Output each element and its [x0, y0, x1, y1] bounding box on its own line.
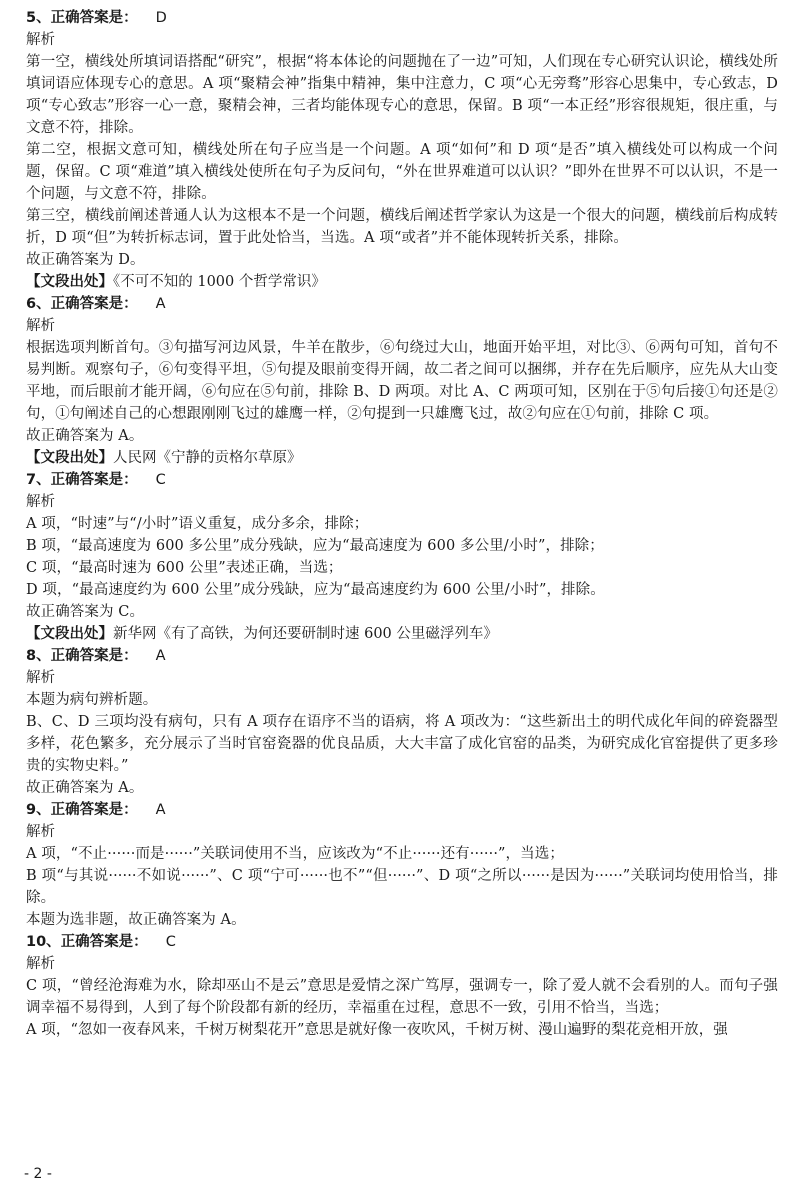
source-tag: 【文段出处】	[26, 626, 113, 642]
source-tag: 【文段出处】	[26, 274, 113, 290]
analysis-paragraph: A 项，“时速”与“/小时”语义重复，成分多余，排除；	[26, 516, 369, 532]
question-number: 7、	[26, 472, 51, 488]
analysis-paragraph: C 项，“曾经沧海难为水，除却巫山不是云”意思是爱情之深广笃厚，强调专一，除了爱人就不会看别的人。而句子强调幸福不易得到，人到了每个阶段都有新的经历，幸福重在过程，意思不一致，引用不恰当，当选；	[26, 978, 778, 1016]
answer-label: 正确答案是：	[50, 10, 138, 26]
document-body	[26, 7, 778, 1041]
source-text: 《不可不知的 1000 个哲学常识》	[113, 274, 326, 290]
answer-heading-q9	[26, 799, 778, 821]
source-line-q6	[26, 447, 778, 469]
analysis-paragraph: C 项，“最高时速为 600 公里”表述正确，当选；	[26, 560, 343, 576]
answer-value: A	[155, 296, 166, 312]
analysis-paragraph: B 项，“最高速度为 600 多公里”成分残缺，应为“最高速度为 600 多公里/小时”，排除；	[26, 538, 604, 554]
question-number: 8、	[26, 648, 51, 664]
source-line-q5	[26, 271, 778, 293]
answer-label: 正确答案是：	[50, 802, 138, 818]
source-text: 新华网《有了高铁，为何还要研制时速 600 公里磁浮列车》	[113, 626, 498, 642]
analysis-label: 解析	[26, 956, 55, 972]
page-number: - 2 -	[24, 1166, 52, 1182]
analysis-paragraph: 第一空，横线处所填词语搭配“研究”，根据“将本体论的问题抛在了一边”可知，人们现在专心研究认识论，横线处所填词语应体现专心的意思。A 项“聚精会神”指集中精神，集中注意力，C 项“心无旁骛”形容心思集中，专心致志，D 项“专心致志”形容一心一意，聚精会神，三者均能体现专心的意思，保留。B 项“一本正经”形容很规矩，很庄重，与文意不符，排除。	[26, 54, 778, 136]
answer-heading-q5	[26, 7, 778, 29]
conclusion-line: 故正确答案为 A。	[26, 428, 144, 444]
conclusion-line: 故正确答案为 D。	[26, 252, 145, 268]
answer-heading-q10	[26, 931, 778, 953]
conclusion-line: 故正确答案为 C。	[26, 604, 145, 620]
analysis-paragraph: A 项，“忽如一夜春风来，千树万树梨花开”意思是就好像一夜吹风，千树万树、漫山遍野的梨花竞相开放，强	[26, 1022, 728, 1038]
answer-label: 正确答案是：	[50, 472, 138, 488]
question-number: 10、	[26, 934, 61, 950]
analysis-paragraph: 本题为病句辨析题。	[26, 692, 158, 708]
answer-heading-q8	[26, 645, 778, 667]
answer-value: C	[155, 472, 166, 488]
analysis-paragraph: B、C、D 三项均没有病句，只有 A 项存在语序不当的语病，将 A 项改为：“这些新出土的明代成化年间的碎瓷器型多样，花色繁多，充分展示了当时官窑瓷器的优良品质，大大丰富了成化官窑的品类，为研究成化官窑提供了更多珍贵的实物史料。”	[26, 714, 778, 774]
conclusion-line: 本题为选非题，故正确答案为 A。	[26, 912, 246, 928]
answer-heading-q7	[26, 469, 778, 491]
answer-label: 正确答案是：	[50, 296, 138, 312]
question-number: 6、	[26, 296, 51, 312]
analysis-label: 解析	[26, 494, 55, 510]
analysis-label: 解析	[26, 670, 55, 686]
analysis-label: 解析	[26, 824, 55, 840]
analysis-paragraph: 根据选项判断首句。③句描写河边风景，牛羊在散步，⑥句绕过大山，地面开始平坦，对比③、⑥两句可知，首句不易判断。观察句子，⑥句变得平坦，⑤句提及眼前变得开阔，故二者之间可以捆绑，并存在先后顺序，应先从大山变平地，而后眼前才能开阔，⑥句应在⑤句前，排除 B、D 两项。对比 A、C 两项可知，区别在于⑤句后接①句还是②句，①句阐述自己的心想跟刚刚飞过的雄鹰一样，②句提到一只雄鹰飞过，故②句应在①句前，排除 C 项。	[26, 340, 778, 422]
answer-heading-q6	[26, 293, 778, 315]
answer-value: D	[155, 10, 167, 26]
analysis-paragraph: 第三空，横线前阐述普通人认为这根本不是一个问题，横线后阐述哲学家认为这是一个很大的问题，横线前后构成转折，D 项“但”为转折标志词，置于此处恰当，当选。A 项“或者”并不能体现转折关系，排除。	[26, 208, 778, 246]
answer-label: 正确答案是：	[60, 934, 148, 950]
source-text: 人民网《宁静的贡格尔草原》	[113, 450, 302, 466]
question-number: 9、	[26, 802, 51, 818]
analysis-paragraph: B 项“与其说······不如说······”、C 项“宁可······也不”“但······”、D 项“之所以······是因为······”关联词均使用恰当，排除。	[26, 868, 778, 906]
answer-label: 正确答案是：	[50, 648, 138, 664]
analysis-paragraph: 第二空，根据文意可知，横线处所在句子应当是一个问题。A 项“如何”和 D 项“是否”填入横线处可以构成一个问题，保留。C 项“难道”填入横线处使所在句子为反问句，“外在世界难道可以认识？”即外在世界不可以认识，不是一个问题，与文意不符，排除。	[26, 142, 778, 202]
analysis-paragraph: A 项，“不止······而是······”关联词使用不当，应该改为“不止······还有······”，当选；	[26, 846, 564, 862]
conclusion-line: 故正确答案为 A。	[26, 780, 144, 796]
answer-value: A	[155, 648, 166, 664]
analysis-label: 解析	[26, 32, 55, 48]
question-number: 5、	[26, 10, 51, 26]
analysis-paragraph: D 项，“最高速度约为 600 公里”成分残缺，应为“最高速度约为 600 公里/小时”，排除。	[26, 582, 605, 598]
source-line-q7	[26, 623, 778, 645]
analysis-label: 解析	[26, 318, 55, 334]
answer-value: A	[155, 802, 166, 818]
source-tag: 【文段出处】	[26, 450, 113, 466]
answer-value: C	[165, 934, 176, 950]
